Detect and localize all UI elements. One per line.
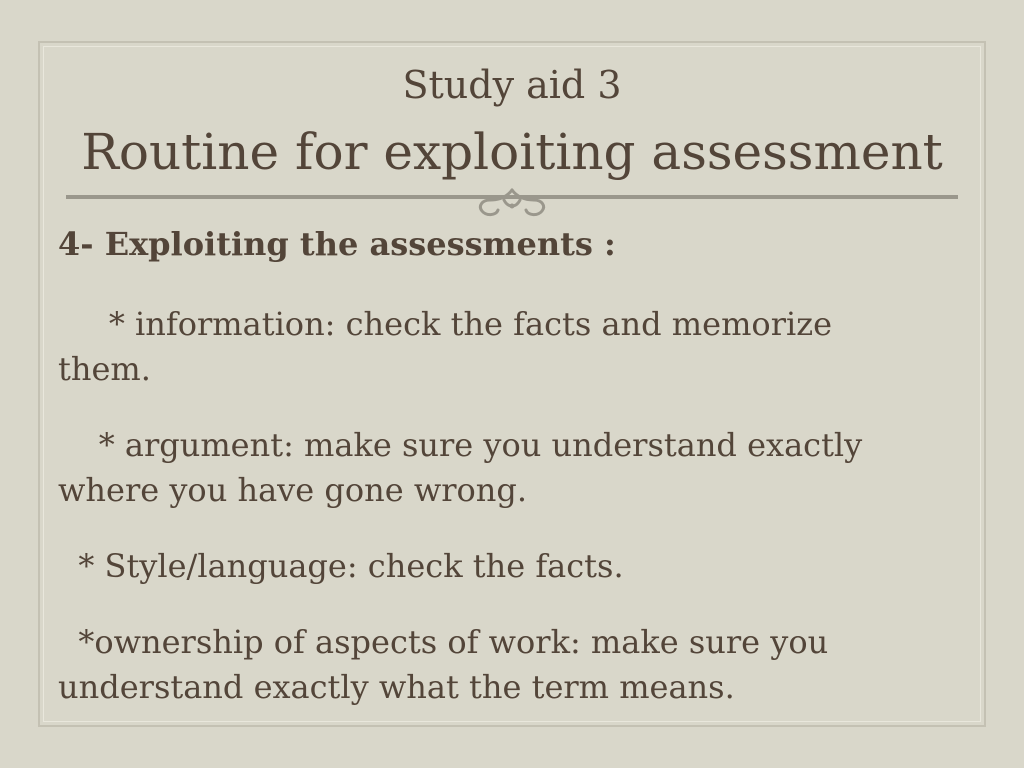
list-item-line: *ownership of aspects of work: make sure you	[58, 623, 829, 661]
list-item	[58, 544, 958, 589]
list-item	[58, 423, 958, 513]
list-item	[58, 302, 958, 392]
title-divider	[66, 186, 958, 226]
list-item-line: * information: check the facts and memorize	[58, 305, 833, 343]
list-item-line: * argument: make sure you understand exactly	[58, 426, 863, 464]
list-item-line: * Style/language: check the facts.	[58, 547, 624, 585]
list-item-line: them.	[58, 350, 151, 388]
slide-title: Routine for exploiting assessment	[81, 123, 943, 181]
list-item-line: understand exactly what the term means.	[58, 668, 735, 706]
slide-subtitle: Study aid 3	[402, 63, 622, 107]
list-item	[58, 620, 958, 710]
list-item-line: where you have gone wrong.	[58, 471, 528, 509]
scroll-ornament-icon	[480, 190, 543, 215]
slide-body	[58, 222, 958, 741]
section-heading: 4- Exploiting the assessments :	[58, 225, 616, 263]
